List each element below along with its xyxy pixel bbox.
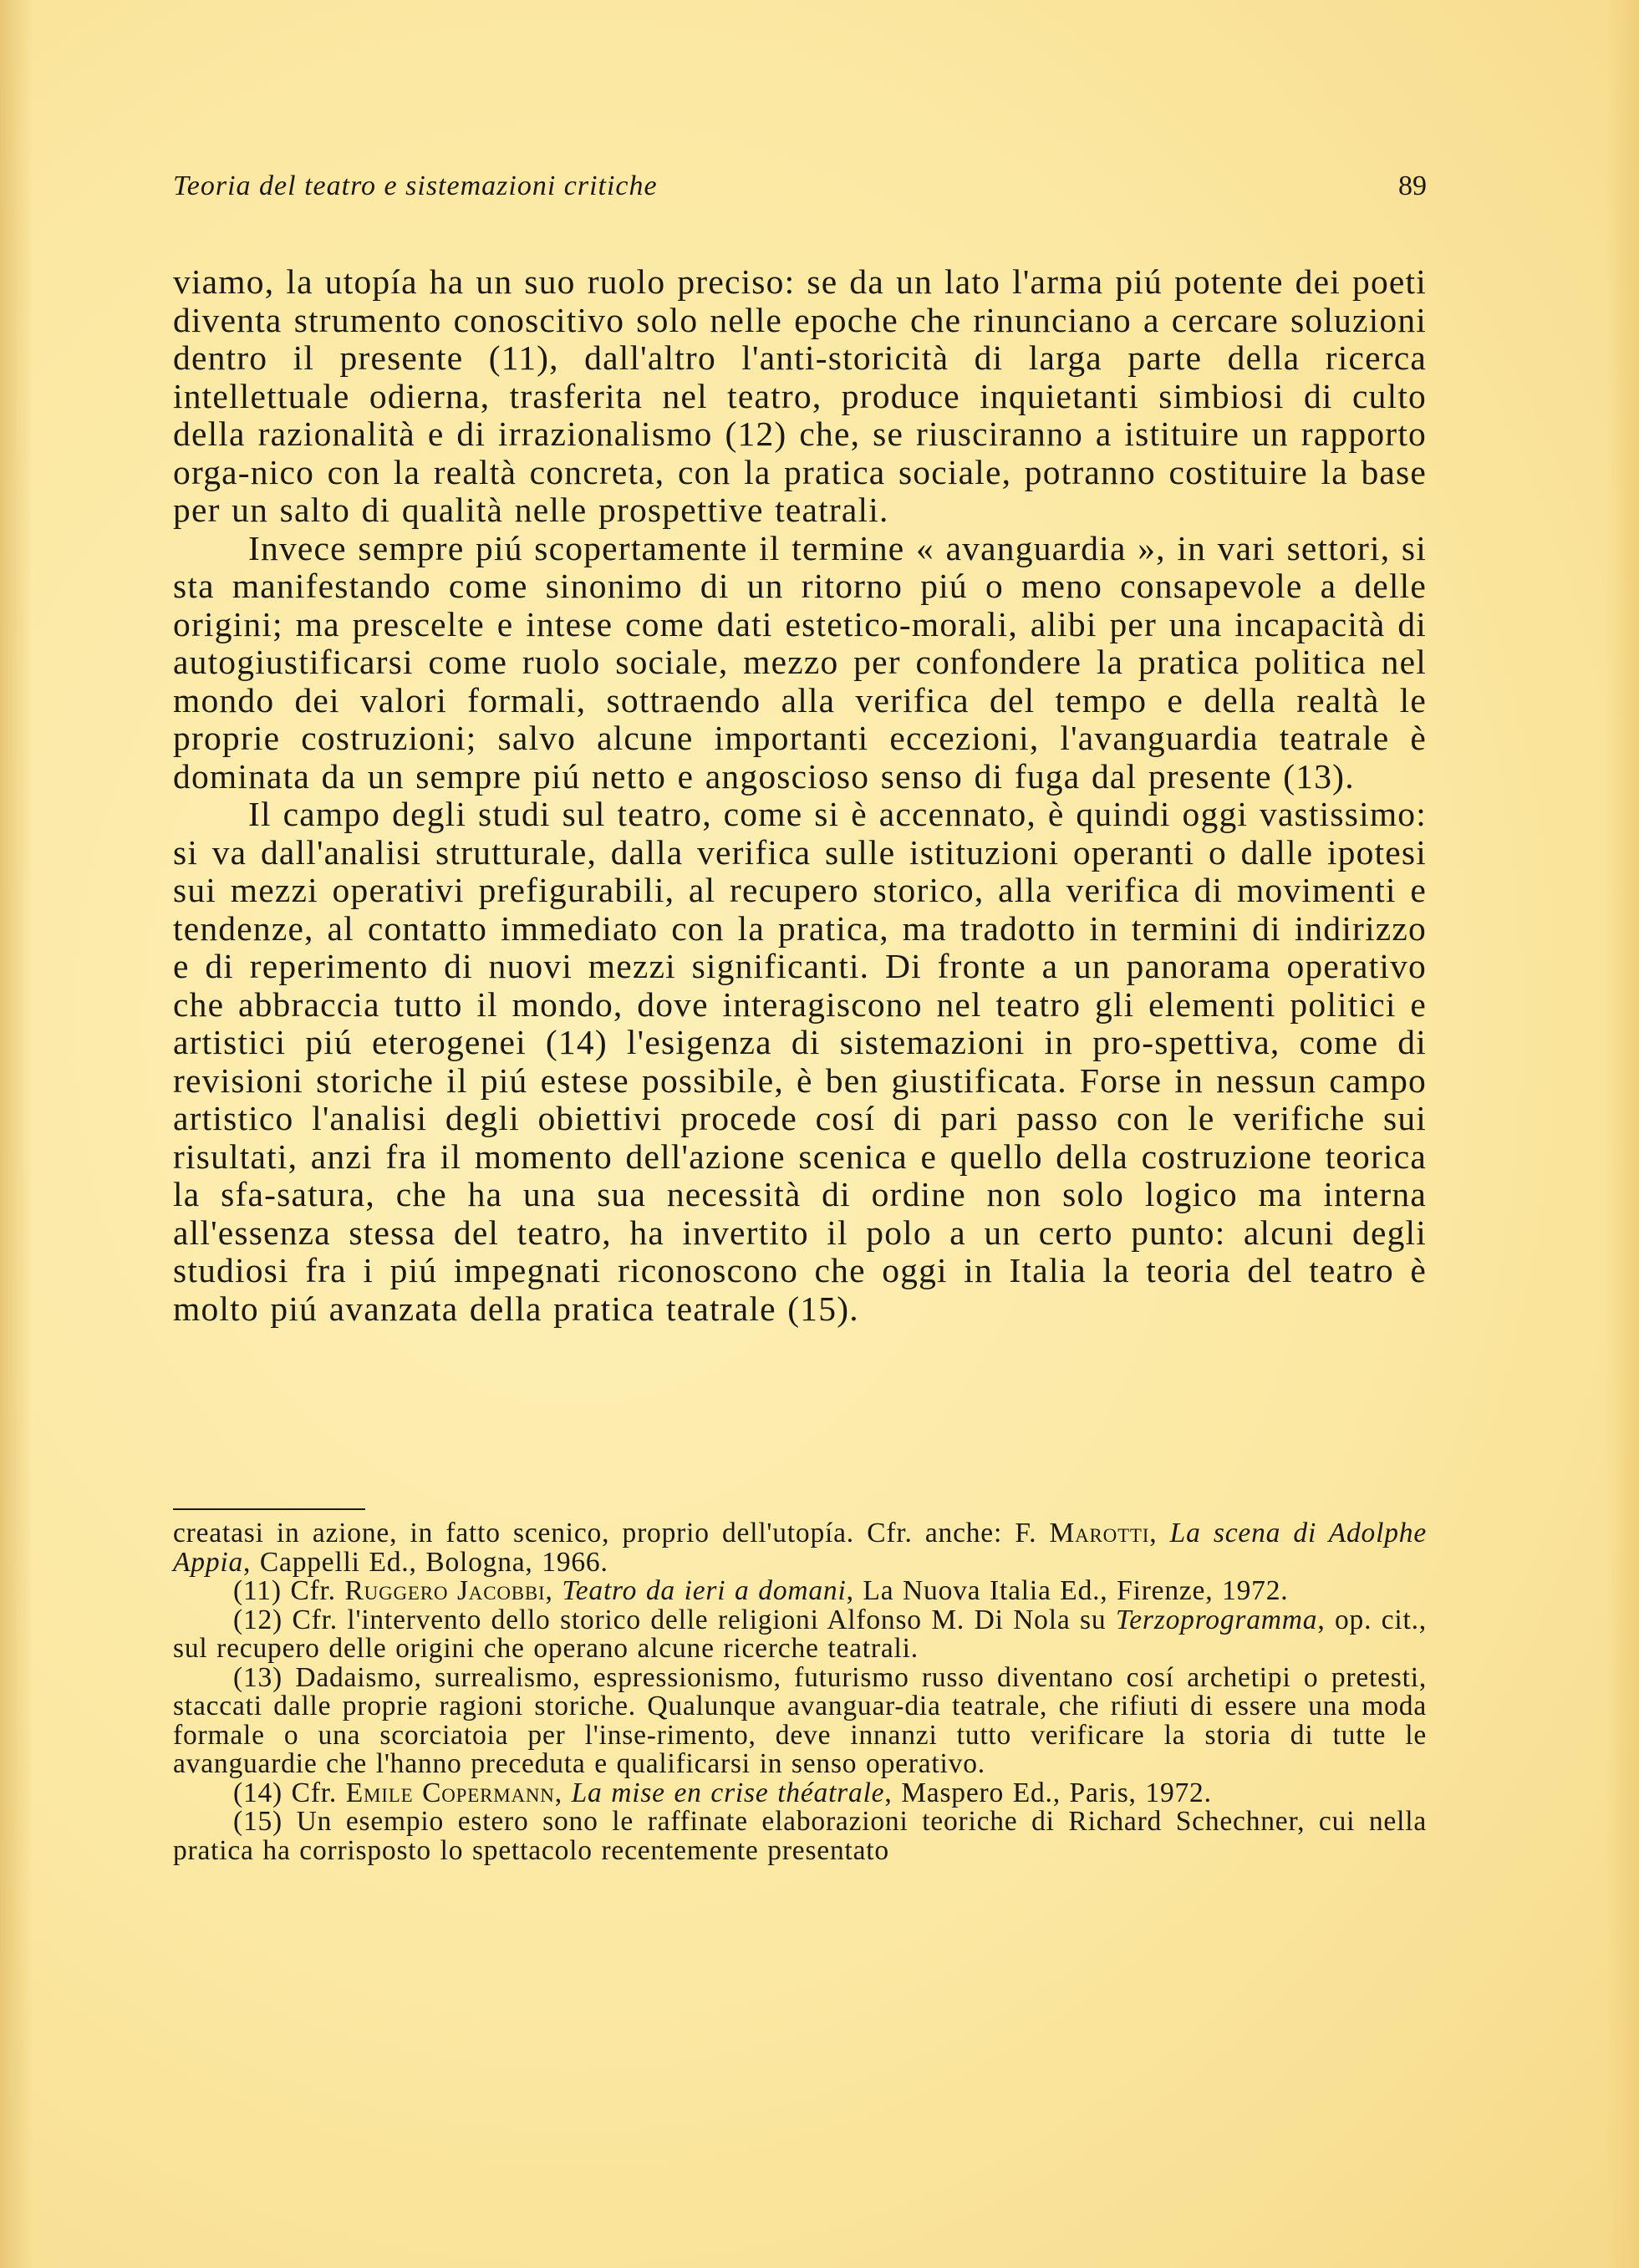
paragraph-2: Invece sempre piú scopertamente il termine « avanguardia », in vari settori, si sta manifestando come sinonimo di un ritorno piú o meno consapevole a delle origini; ma prescelte e intese come dati estetico-morali, alibi per una incapacità di autogiustificarsi come ruolo sociale, mezzo per confondere la pratica politica nel mondo dei valori formali, sottraendo alla verifica del tempo e della realtà le proprie costruzioni; salvo alcune importanti eccezioni, l'avanguardia teatrale è dominata da un sempre piú netto e angoscioso senso di fuga dal presente (13). [173,528,1427,796]
footnote-13: (13) Dadaismo, surrealismo, espressionismo, futurismo russo diventano cosí archetipi o pretesti, staccati dalle proprie ragioni storiche. Qualunque avanguar-dia teatrale, che rifiuti di essere una moda formale o una scorciatoia per l'inse-rimento, deve innanzi tutto verificare la storia di tutte le avanguardie che l'hanno preceduta e qualificarsi in senso operativo. [173,1661,1427,1779]
footnote-rule [173,1508,365,1510]
page-edge-right [1606,0,1639,2268]
footnote-text: (14) Cfr. [233,1777,346,1808]
footnote-author: Marotti [1049,1518,1150,1548]
page-number: 89 [1398,170,1427,201]
footnote-text: (12) Cfr. l'intervento dello storico delle religioni Alfonso M. Di Nola su [233,1604,1116,1635]
footnote-text: , Maspero Ed., Paris, 1972. [884,1777,1212,1808]
footnote-text: , La Nuova Italia Ed., Firenze, 1972. [846,1575,1289,1606]
footnote-14 [173,1779,1427,1808]
footnote-author: Ruggero Jacobbi [344,1575,546,1606]
footnote-text: , [545,1575,562,1606]
paragraph-3: Il campo degli studi sul teatro, come si è accennato, è quindi oggi vastissimo: si va dall'analisi strutturale, dalla verifica sulle istituzioni operanti o dalle ipotesi sui mezzi operativi prefigurabili, al recupero storico, alla verifica di movimenti e tendenze, al contatto immediato con la pratica, ma tradotto in termini di indirizzo e di reperimento di nuovi mezzi significanti. Di fronte a un panorama operativo che abbraccia tutto il mondo, dove interagiscono nel teatro gli elementi politici e artistici piú eterogenei (14) l'esigenza di sistemazioni in pro-spettiva, come di revisioni storiche il piú estese possibile, è ben giustificata. Forse in nessun campo artistico l'analisi degli obiettivi procede cosí di pari passo con le verifiche sui risultati, anzi fra il momento dell'azione scenica e quello della costruzione teorica la sfa-satura, che ha una sua necessità di ordine non solo logico ma interna all'essenza stessa del teatro, ha invertito il polo a un certo punto: alcuni degli studiosi fra i piú impegnati riconoscono che oggi in Italia la teoria del teatro è molto piú avanzata della pratica teatrale (15). [173,795,1427,1328]
footnote-12 [173,1606,1427,1664]
footnote-15: (15) Un esempio estero sono le raffinate elaborazioni teoriche di Richard Schechner, cui nella pratica ha corrisposto lo spettacolo recentemente presentato [173,1806,1427,1866]
main-text [173,263,1427,1328]
paragraph-1: viamo, la utopía ha un suo ruolo preciso: se da un lato l'arma piú potente dei poeti diventa strumento conoscitivo solo nelle epoche che rinunciano a cercare soluzioni dentro il presente (11), dall'altro l'anti-storicità di larga parte della ricerca intellettuale odierna, trasferita nel teatro, produce inquietanti simbiosi di culto della razionalità e di irrazionalismo (12) che, se riusciranno a istituire un rapporto orga-nico con la realtà concreta, con la pratica sociale, potranno costituire la base per un salto di qualità nelle prospettive teatrali. [173,262,1427,529]
footnote-title: La scena di Adolphe Appia [173,1518,1427,1578]
footnote-text: creatasi in azione, in fatto scenico, proprio dell'utopía. Cfr. anche: F. [173,1518,1050,1548]
footnote-author: Emile Copermann [345,1777,555,1808]
page-edge-left [0,0,33,2268]
footnote-title: Terzoprogramma [1115,1604,1318,1635]
footnote-text: , [554,1777,572,1808]
footnotes [173,1519,1427,1865]
footnote-text: , [1149,1518,1170,1548]
running-title: Teoria del teatro e sistemazioni critiche [173,170,658,201]
footnote-text: , Cappelli Ed., Bologna, 1966. [243,1546,608,1578]
footnote-continuation [173,1519,1427,1577]
footnote-text: , op. cit., sul recupero delle origini che operano alcune ricerche teatrali. [173,1604,1427,1664]
footnote-title: La mise en crise théatrale [571,1777,885,1808]
footnote-text: (11) Cfr. [233,1575,345,1606]
running-header [173,170,1427,212]
footnote-11 [173,1577,1427,1606]
footnote-title: Teatro da ieri a domani [562,1575,847,1606]
